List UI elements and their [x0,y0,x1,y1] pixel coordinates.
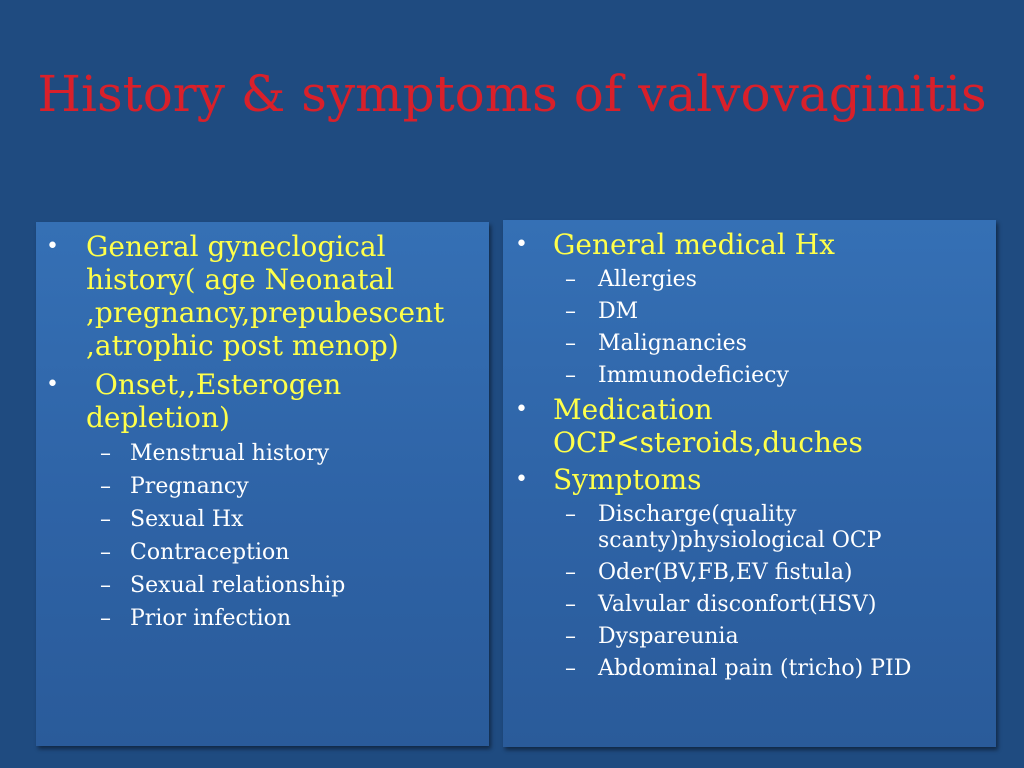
sub-item-text: Contraception [130,540,290,565]
bullet-icon: • [515,397,528,422]
bullet-text: Medication OCP<steroids,duches [553,393,863,459]
dash-icon: – [565,624,576,649]
list-item [503,393,996,459]
sub-list-item [503,267,996,293]
dash-icon: – [565,331,576,356]
sub-list-item [503,299,996,325]
sub-item-text: Pregnancy [130,474,249,499]
bullet-icon: • [46,234,59,259]
sub-list-item [503,656,996,682]
left-bullet-list [36,222,489,632]
bullet-icon: • [515,232,528,257]
list-item [503,463,996,682]
sub-list-item [86,606,489,632]
sub-list-item [503,331,996,357]
bullet-text: General gyneclogical history( age Neonatal ,pregnancy,prepubescent ,atrophic post menop) [86,230,445,362]
sub-list-item [86,507,489,533]
list-item [36,368,489,632]
dash-icon: – [100,507,111,532]
sub-item-text: Malignancies [598,331,747,356]
sub-list-item [503,560,996,586]
bullet-text: General medical Hx [553,228,835,261]
dash-icon: – [565,656,576,681]
dash-icon: – [565,560,576,585]
sub-list-item [86,573,489,599]
sub-item-text: Abdominal pain (tricho) PID [598,656,912,681]
sub-item-text: Dyspareunia [598,624,739,649]
dash-icon: – [565,363,576,388]
dash-icon: – [565,592,576,617]
dash-icon: – [565,502,576,527]
dash-icon: – [100,540,111,565]
sub-list-item [503,363,996,389]
sub-item-text: Discharge(quality scanty)physiological OCP [598,502,882,553]
dash-icon: – [565,267,576,292]
left-content-panel [36,222,489,746]
dash-icon: – [100,573,111,598]
sub-item-text: Valvular disconfort(HSV) [598,592,877,617]
sub-item-text: Sexual relationship [130,573,346,598]
sub-item-text: Prior infection [130,606,292,631]
list-item [36,230,489,362]
bullet-icon: • [515,467,528,492]
right-bullet-list [503,220,996,682]
sub-list-item [503,592,996,618]
dash-icon: – [100,474,111,499]
right-content-panel [503,220,996,747]
dash-icon: – [100,606,111,631]
sub-item-text: Menstrual history [130,441,330,466]
bullet-text: Onset,,Esterogen depletion) [86,368,351,434]
bullet-icon: • [46,372,59,397]
sub-item-text: DM [598,299,639,324]
dash-icon: – [565,299,576,324]
bullet-text: Symptoms [553,463,702,496]
list-item [503,228,996,389]
sub-list-item [86,540,489,566]
sub-item-text: Sexual Hx [130,507,244,532]
slide-title: History & symptoms of valvovaginitis [37,65,987,123]
sub-list-item [86,441,489,467]
sub-list-item [86,474,489,500]
sub-list [503,502,996,682]
dash-icon: – [100,441,111,466]
sub-list-item [503,502,996,554]
sub-list [503,267,996,389]
sub-item-text: Immunodeficiecy [598,363,789,388]
sub-item-text: Oder(BV,FB,EV fistula) [598,560,853,585]
sub-item-text: Allergies [598,267,697,292]
sub-list-item [503,624,996,650]
sub-list [86,441,489,632]
